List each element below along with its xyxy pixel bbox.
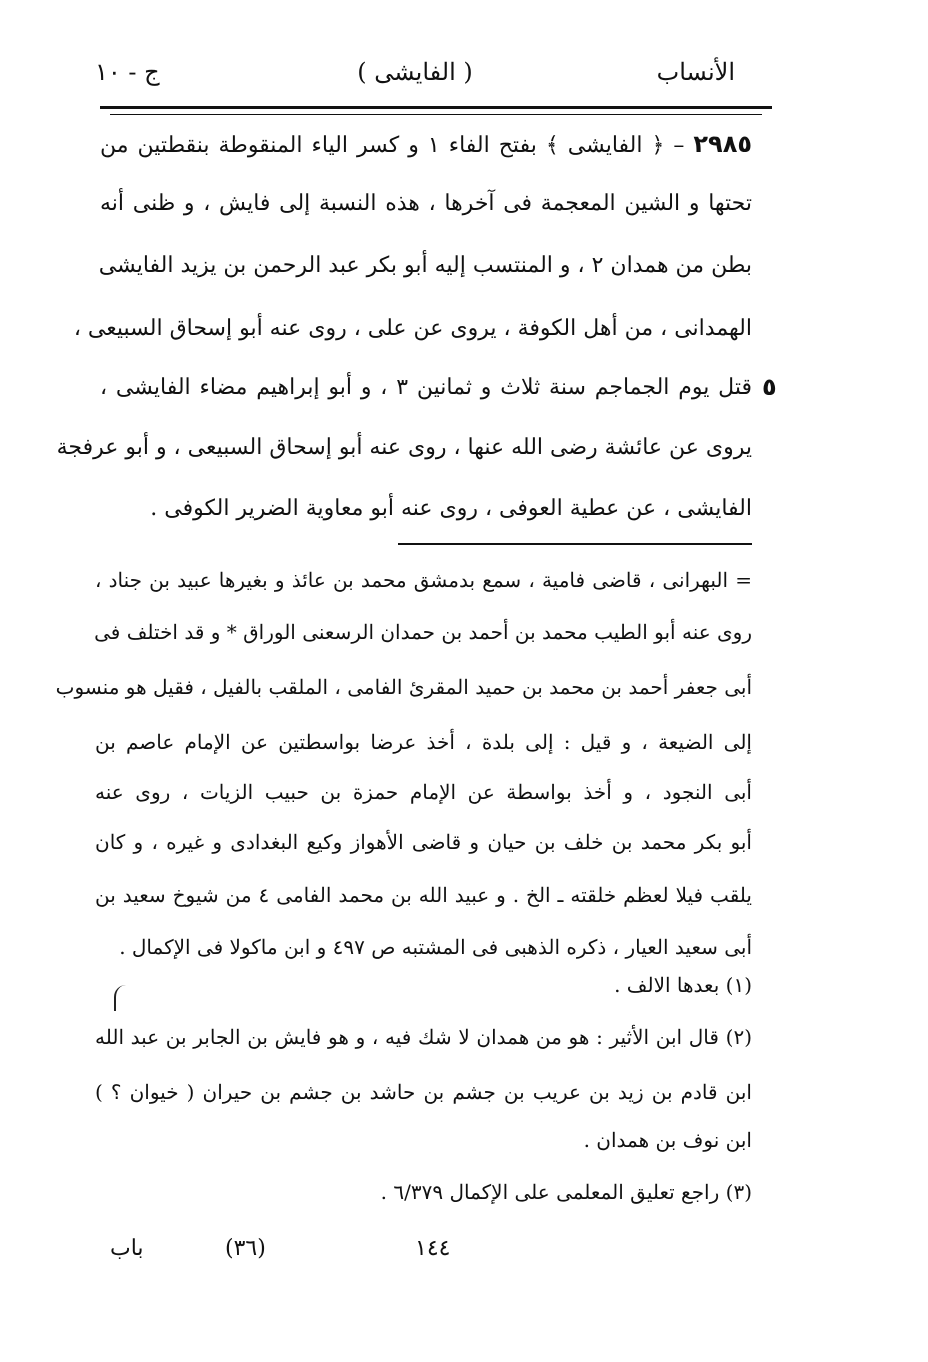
footer-sheet-number: (٣٦) <box>225 1236 266 1261</box>
handwritten-mark <box>114 985 126 1011</box>
volume-number: ج - ١٠ <box>95 58 160 86</box>
entry-line: ٢٩٨٥ – ﴿ الفايشى ﴾ بفتح الفاء ١ و كسر الياء المنقوطة بنقطتين من <box>100 130 752 158</box>
footnote-separator <box>398 543 752 545</box>
footnote-continuation-line: روى عنه أبو الطيب محمد بن أحمد بن حمدان الرسعنى الوراق * و قد اختلف فى <box>94 620 752 644</box>
footnote-continuation-line: يلقب فيلا لعظم خلقته ـ الخ . و عبيد الله بن محمد الفامى ٤ من شيوخ سعيد بن <box>95 883 752 907</box>
page-footer <box>110 1236 470 1270</box>
running-header <box>95 58 735 98</box>
entry-line: يروى عن عائشة رضى الله عنها ، روى عنه أبو إسحاق السبيعى ، و أبو عرفجة <box>56 435 752 460</box>
footnote-continuation-line: إلى الضيعة ، و قيل : إلى بلدة ، أخذ عرضا بواسطتين عن الإمام عاصم بن <box>95 730 752 754</box>
footnote-continuation-line: أبى سعيد العيار ، ذكره الذهبى فى المشتبه ص ٤٩٧ و ابن ماكولا فى الإكمال . <box>119 935 752 959</box>
book-title: الأنساب <box>656 58 735 86</box>
entry-line: الفايشى ، عن عطية العوفى ، روى عنه أبو معاوية الضرير الكوفى . <box>150 496 752 521</box>
header-rule-thin <box>110 114 762 115</box>
entry-title-header: ( الفايشى ) <box>357 58 473 86</box>
footnote-continuation-line: = البهرانى ، قاضى فامية ، سمع بدمشق محمد بن عائذ و بغيرها عبيد بن جناد ، <box>95 568 752 592</box>
footnote-2-line: ابن نوف بن همدان . <box>583 1128 752 1152</box>
footnote-continuation-line: أبو بكر محمد بن خلف بن حيان و قاضى الأهواز وكيع البغدادى و غيره ، و كان <box>95 830 752 854</box>
entry-line: قتل يوم الجماجم سنة ثلاث و ثمانين ٣ ، و أبو إبراهيم مضاء الفايشى ، <box>100 375 752 400</box>
entry-body <box>56 130 752 540</box>
entry-number: ٢٩٨٥ <box>693 130 752 158</box>
footnote-2-line: (٢) قال ابن الأثير : هو من همدان لا شك فيه ، و هو فايش بن الجابر بن عبد الله <box>95 1025 752 1049</box>
footer-page-number: ١٤٤ <box>415 1236 451 1261</box>
entry-line: الهمدانى ، من أهل الكوفة ، يروى عن على ، روى عنه أبو إسحاق السبيعى ، <box>73 316 752 341</box>
footnote-2-line: ابن قادم بن زيد بن عريب بن جشم بن حاشد بن جشم بن حيران ( خيوان ؟ ) <box>95 1080 752 1104</box>
line-number-marker: ٥ <box>762 373 777 401</box>
footnote-continuation-line: أبى النجود ، و أخذ بواسطة عن الإمام حمزة بن حبيب الزيات ، روى عنه <box>95 780 752 804</box>
footnote-3: (٣) راجع تعليق المعلمى على الإكمال ٦/٣٧٩ . <box>380 1180 752 1204</box>
entry-line: تحتها و الشين المعجمة فى آخرها ، هذه النسبة إلى فايش ، و ظنى أنه <box>100 191 752 216</box>
footer-section: باب <box>110 1236 144 1261</box>
footnote-continuation-line: أبى جعفر أحمد بن محمد بن حميد المقرئ الفامى ، الملقب بالفيل ، فقيل هو منسوب <box>55 675 752 699</box>
entry-line: بطن من همدان ٢ ، و المنتسب إليه أبو بكر عبد الرحمن بن يزيد الفايشى <box>98 253 752 278</box>
footnote-1: (١) بعدها الالف . <box>614 973 752 997</box>
header-rule-thick <box>100 106 772 109</box>
